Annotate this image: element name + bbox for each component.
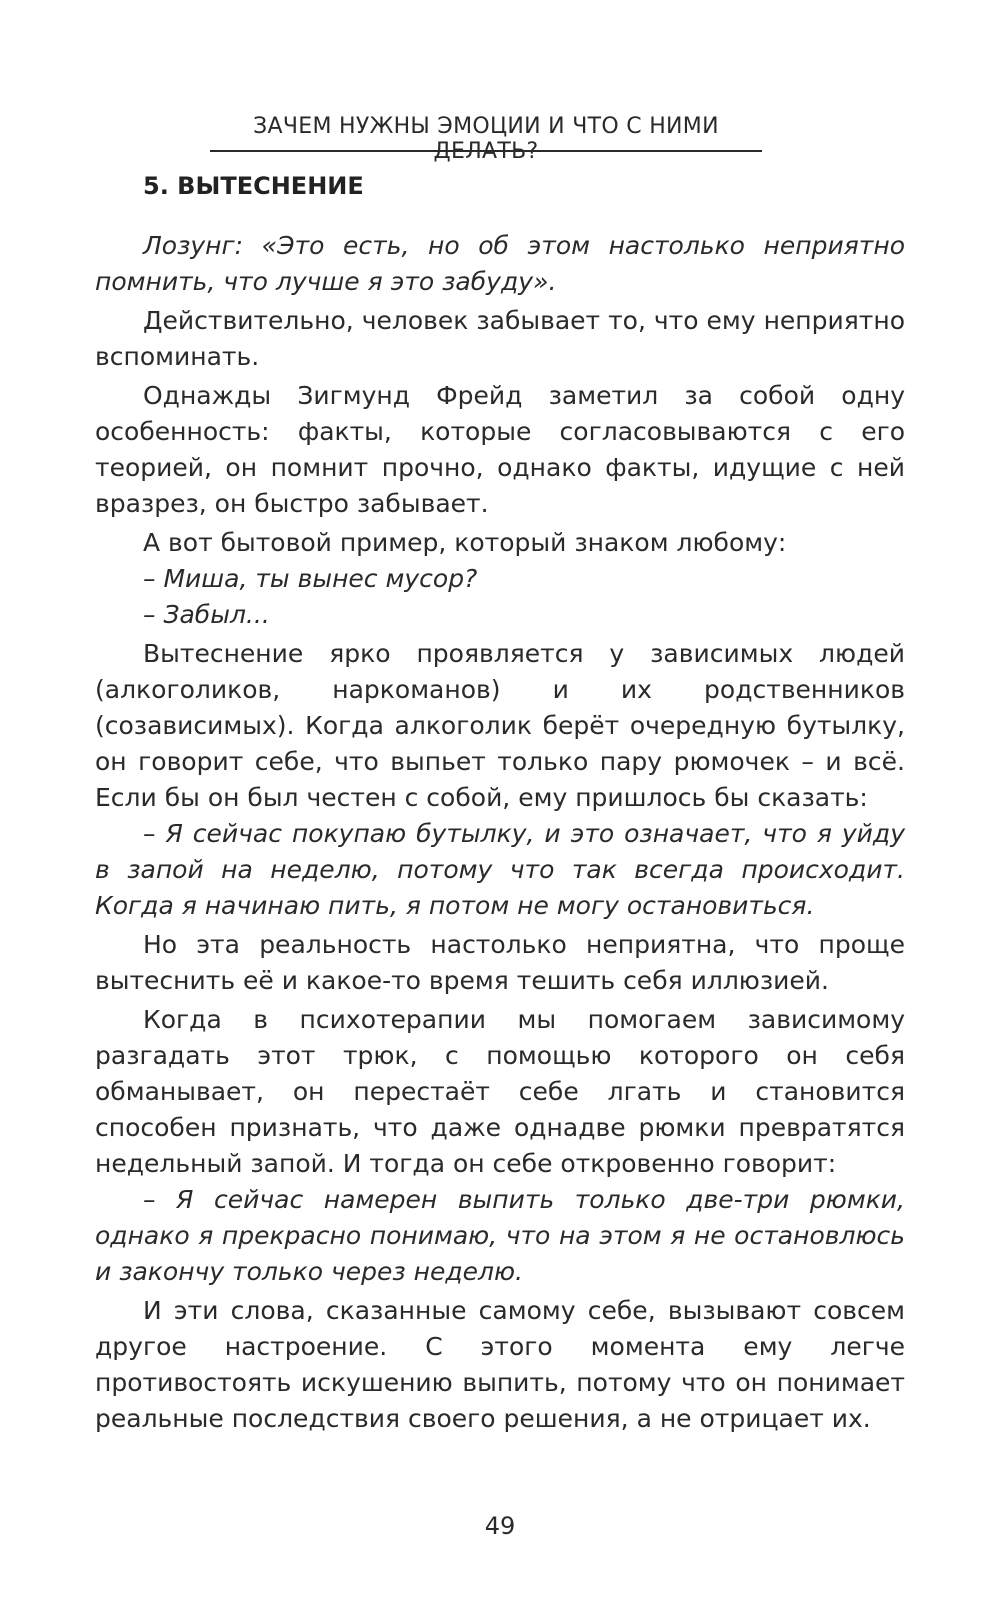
page-number: 49: [484, 1512, 516, 1540]
paragraph: И эти слова, сказанные самому себе, вызывают совсем другое настроение. С этого момента ему легче противостоять искушению выпить, потому что он понимает реальные последствия своего решения, а не отрицает их.: [95, 1296, 905, 1433]
paragraph: А вот бытовой пример, который знаком любому:: [143, 528, 787, 557]
header-rule: [210, 150, 762, 152]
paragraph: Однажды Зигмунд Фрейд заметил за собой одну особенность: факты, которые согласовываются с его теорией, он помнит прочно, однако факты, идущие с ней вразрез, он быстро забывает.: [95, 381, 905, 518]
paragraph-motto: Лозунг: «Это есть, но об этом настолько неприятно помнить, что лучше я это забуду».: [95, 231, 905, 296]
paragraph: Но эта реальность настолько неприятна, что проще вытеснить её и какое-то время тешить себя иллюзией.: [95, 930, 905, 995]
dialogue-line: – Я сейчас покупаю бутылку, и это означает, что я уйду в запой на неделю, потому что так всегда происходит. Когда я начинаю пить, я потом не могу остановиться.: [95, 819, 905, 920]
body-text: [95, 228, 905, 1437]
section-title: 5. ВЫТЕСНЕНИЕ: [143, 172, 364, 200]
paragraph: Действительно, человек забывает то, что ему неприятно вспоминать.: [95, 306, 905, 371]
running-head: ЗАЧЕМ НУЖНЫ ЭМОЦИИ И ЧТО С НИМИ ДЕЛАТЬ?: [253, 114, 719, 164]
dialogue-line: – Забыл...: [143, 600, 270, 629]
paragraph: Когда в психотерапии мы помогаем зависимому разгадать этот трюк, с помощью которого он себя обманывает, он перестаёт себе лгать и становится способен признать, что даже однадве рюмки превратятся недельный запой. И тогда он себе откровенно говорит:: [95, 1005, 905, 1178]
dialogue-line: – Я сейчас намерен выпить только две-три рюмки, однако я прекрасно понимаю, что на этом я не остановлюсь и закончу только через неделю.: [95, 1185, 905, 1286]
dialogue-line: – Миша, ты вынес мусор?: [143, 564, 478, 593]
paragraph: Вытеснение ярко проявляется у зависимых людей (алкоголиков, наркоманов) и их родственников (созависимых). Когда алкоголик берёт очередную бутылку, он говорит себе, что выпьет только пару рюмочек – и всё. Если бы он был честен с собой, ему пришлось бы сказать:: [95, 639, 905, 812]
